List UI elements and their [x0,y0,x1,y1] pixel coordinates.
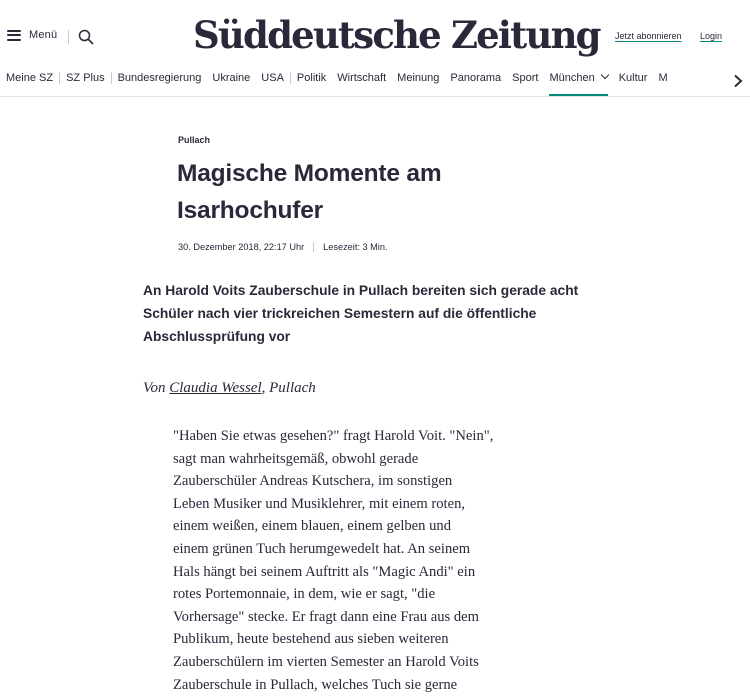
body-line: sagt man wahrheitsgemäß, obwohl gerade [173,450,419,467]
body-line: "Haben Sie etwas gesehen?" fragt Harold Voit. "Nein", [173,428,494,444]
teaser-line: Schüler nach vier trickreichen Semestern auf die öffentliche [143,306,537,321]
author-link[interactable]: Claudia Wessel [169,380,262,396]
nav-item-meinung[interactable]: Meinung [397,72,440,84]
nav-item-politik[interactable]: Politik [296,72,327,84]
subscribe-link[interactable]: Jetzt abonnieren [615,31,682,41]
article-kicker: Pullach [178,135,211,145]
nav-item-panorama[interactable]: Panorama [450,72,502,84]
article-byline [143,380,316,397]
body-line: einem weißen, einem blauen, einem gelben und [173,518,451,535]
nav-item-bundesregierung[interactable]: Bundesregierung [117,72,202,84]
byline-prefix: Von [143,380,170,396]
nav-separator [111,72,112,84]
nav-item-meine-sz[interactable]: Meine SZ [6,72,54,84]
chevron-down-icon [600,71,608,79]
site-logo[interactable]: Süddeutsche Zeitung [193,13,600,57]
nav-item-muenchen-label: München [549,72,595,84]
body-line: Zauberschüler Andreas Kutschera, im sonstigen [173,473,453,490]
meta-separator [313,242,314,252]
search-icon[interactable] [78,29,94,45]
nav-item-more-truncated[interactable]: M [658,72,668,84]
nav-separator [59,72,60,84]
login-link[interactable]: Login [700,31,723,41]
teaser-line: Abschlussprüfung vor [143,329,291,344]
nav-item-ukraine[interactable]: Ukraine [212,72,251,84]
menu-button[interactable] [7,29,57,41]
divider [68,30,69,44]
headline-line: Magische Momente am [177,160,442,187]
top-bar [0,0,750,70]
article-meta [178,242,388,252]
byline-location: , Pullach [261,380,316,396]
body-line: rotes Portemonnaie, in dem, wie er sagt, "die [173,586,436,603]
article-teaser [143,279,613,348]
nav-item-sport[interactable]: Sport [512,72,539,84]
nav-separator [290,72,291,84]
nav-items [6,72,668,84]
body-line: Publikum, heute bestehend aus sieben weiteren [173,631,449,648]
body-line: Zauberschule in Pullach, welches Tuch sie gerne [173,676,458,693]
main-nav [0,67,750,97]
nav-item-usa[interactable]: USA [261,72,284,84]
reading-time: Lesezeit: 3 Min. [323,242,388,252]
teaser-line: An Harold Voits Zauberschule in Pullach bereiten sich gerade acht [143,283,579,298]
nav-item-kultur[interactable]: Kultur [618,72,648,84]
nav-item-wirtschaft[interactable]: Wirtschaft [337,72,387,84]
article-body [173,425,533,696]
hamburger-icon [7,30,21,41]
article-date: 30. Dezember 2018, 22:17 Uhr [178,242,305,252]
body-line: Vorhersage" stecke. Er fragt dann eine Frau aus dem [173,608,479,625]
body-line: Zauberschülern im vierten Semester an Harold Voits [173,653,479,670]
body-line: Leben Musiker und Musiklehrer, mit einem roten, [173,495,466,512]
headline-line: Isarhochufer [177,197,323,224]
body-line: einem grünen Tuch herumgewedelt hat. An seinem [173,540,471,557]
nav-item-sz-plus[interactable]: SZ Plus [66,72,105,84]
body-line: Hals hängt bei seinem Auftritt als "Magic Andi" ein [173,563,476,580]
menu-label: Menü [29,29,58,41]
article-headline [177,155,597,229]
nav-item-muenchen[interactable] [549,72,607,84]
chevron-right-icon[interactable] [730,73,746,89]
nav-fade [688,67,728,96]
